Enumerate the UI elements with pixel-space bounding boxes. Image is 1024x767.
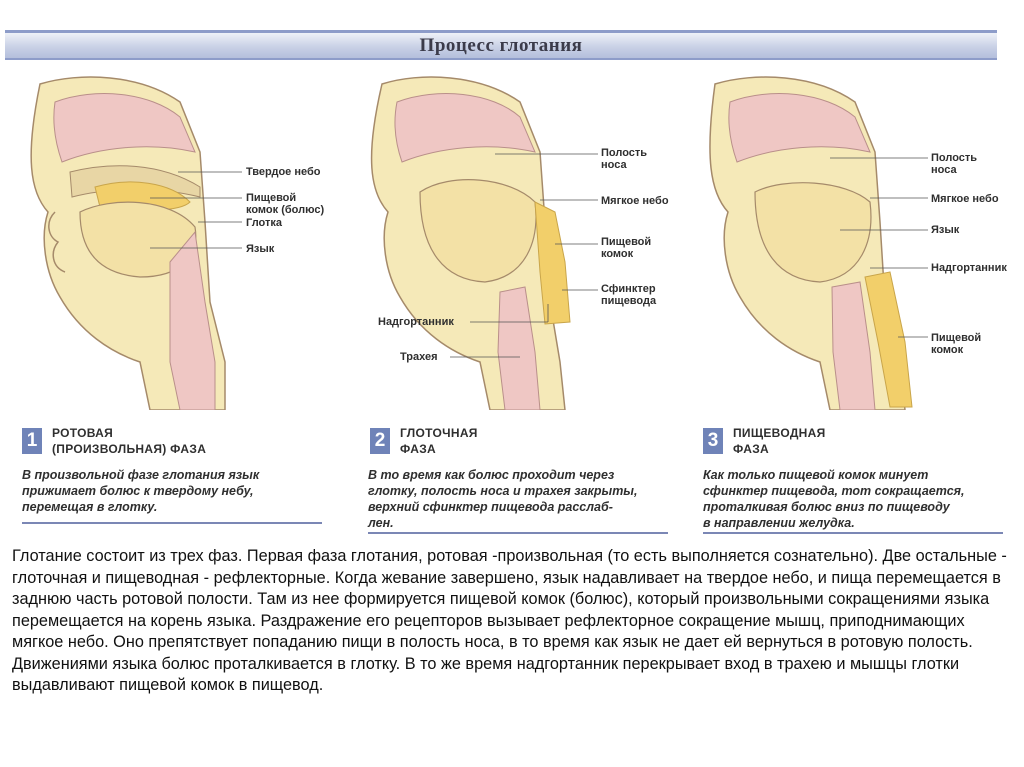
label-nasal-cavity: Полость носа (601, 147, 648, 171)
anatomy-panels (0, 62, 1024, 410)
label-trachea: Трахея (400, 351, 438, 363)
caption-divider (22, 522, 322, 524)
caption-divider (368, 532, 668, 534)
label-food-bolus: Пищевой комок (болюс) (246, 192, 325, 216)
label-tongue: Язык (246, 243, 275, 255)
label-epiglottis: Надгортанник (931, 262, 1007, 274)
phase-caption-2: В то время как болюс проходит через глотку, полость носа и трахея закрыты, верхний сфинктер пищевода расслаб- лен. (368, 468, 638, 530)
label-epiglottis: Надгортанник (378, 316, 454, 328)
label-soft-palate: Мягкое небо (601, 195, 669, 207)
label-food-bolus: Пищевой комок (931, 332, 982, 356)
description-paragraph: Глотание состоит из трех фаз. Первая фаза глотания, ротовая -произвольная (то есть выполняется сознательно). Две остальные - глоточная и пищеводная - рефлекторные. Когда жевание завершено, язык надавливает на твердое небо, и пища перемещается в заднюю часть ротовой полости. Там из нее формируется пищевой комок (болюс), который произвольными сокращениями языка перемещается на корень языка. Раздражение его рецепторов вызывает рефлекторное сокращение мышц, приподнимающих мягкое небо. Оно препятствует попаданию пищи в полость носа, в то время как язык не дает ей вернуться в ротовую полость. Движениями языка болюс проталкивается в глотку. В то же время надгортанник перекрывает вход в трахею и мышцы глотки выдавливают пищевой комок в пищевод. (12, 547, 1007, 694)
panel-3-illustration (710, 77, 928, 410)
label-food-bolus: Пищевой комок (601, 236, 652, 260)
caption-divider (703, 532, 1003, 534)
label-hard-palate: Твердое небо (246, 166, 321, 178)
title-banner (5, 30, 997, 60)
phase-caption-3: Как только пищевой комок минует сфинктер пищевода, тот сокращается, проталкивая болюс вниз по пищеводу в направлении желудка. (703, 468, 965, 530)
phase-number-2: 2 (370, 428, 390, 454)
phase-title-1: РОТОВАЯ (ПРОИЗВОЛЬНАЯ) ФАЗА (52, 426, 207, 456)
phase-title-3: ПИЩЕВОДНАЯ ФАЗА (733, 426, 826, 456)
panel-1-illustration (31, 77, 242, 410)
phase-number-1: 1 (22, 428, 42, 454)
label-soft-palate: Мягкое небо (931, 193, 999, 205)
phase-title-2: ГЛОТОЧНАЯ ФАЗА (400, 426, 478, 456)
label-nasal-cavity: Полость носа (931, 152, 978, 176)
phase-number-3: 3 (703, 428, 723, 454)
page-title: Процесс глотания (419, 35, 583, 56)
phase-caption-1: В произвольной фазе глотания язык прижимает болюс к твердому небу, перемещая в глотку. (22, 468, 260, 514)
label-tongue: Язык (931, 224, 960, 236)
swallowing-diagram (0, 62, 1024, 410)
label-pharynx: Глотка (246, 217, 282, 229)
label-esophageal-sphincter: Сфинктер пищевода (601, 283, 657, 307)
